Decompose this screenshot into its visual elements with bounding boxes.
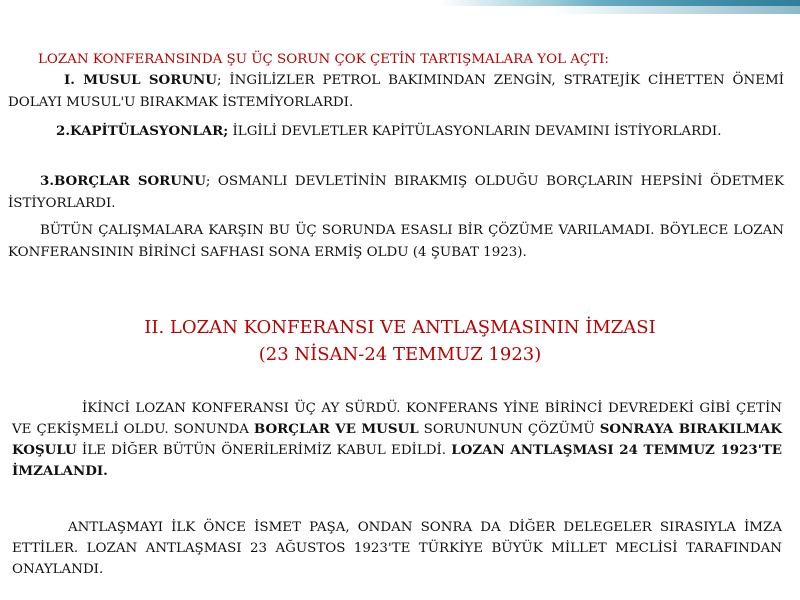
second-conference-paragraph — [12, 398, 782, 482]
problem-item-musul — [8, 70, 784, 113]
problem-item-capitulations — [8, 121, 784, 143]
ratification-text: ANTLAŞMAYI İLK ÖNCE İSMET PAŞA, ONDAN SONRA DA DİĞER DELEGELER SIRASIYLA İMZA ETTİLER. LOZAN ANTLAŞMASI 23 AĞUSTOS 1923'TE TÜRKİYE BÜYÜK MİLLET MECLİSİ TARAFINDAN ONAYLANDI. — [12, 520, 782, 577]
para2-text-1: İKİNCİ LOZAN KONFERANSI ÜÇ AY SÜRDÜ. KONFERANS YİNE BİRİNCİ DEVREDEKİ GİBİ ÇETİN VE ÇEKİŞMELİ OLDU. SONUNDA — [12, 401, 782, 437]
heading-text: LOZAN KONFERANSINDA ŞU ÜÇ SORUN ÇOK ÇETİN TARTIŞMALARA YOL AÇTI: — [38, 52, 609, 67]
para2-text-3: İLE DİĞER BÜTÜN ÖNERİLERİMİZ KABUL EDİLDİ. — [76, 443, 452, 458]
slide-heading — [8, 49, 792, 71]
summary-paragraph — [8, 220, 784, 263]
slide-top-accent — [550, 0, 800, 14]
section-title: II. LOZAN KONFERANSI VE ANTLAŞMASININ İMZASI — [144, 317, 656, 338]
section-date-range: (23 NİSAN-24 TEMMUZ 1923) — [258, 344, 542, 365]
problem-item-debts — [8, 171, 784, 214]
ratification-paragraph — [12, 517, 782, 580]
problem-label-musul: I. MUSUL SORUNU — [64, 72, 217, 88]
problem-text-musul: ; İNGİLİZLER PETROL BAKIMINDAN ZENGİN, STRATEJİK CİHETTEN ÖNEMİ DOLAYI MUSUL'U BIRAKMAK İSTEMİYORLARDI. — [8, 73, 784, 110]
problem-label-debts: 3.BORÇLAR SORUNU — [40, 173, 206, 189]
problem-text-capitulations: İLGİLİ DEVLETLER KAPİTÜLASYONLARIN DEVAMINI İSTİYORLARDI. — [228, 124, 722, 139]
para2-bold-1: BORÇLAR VE MUSUL — [253, 421, 419, 437]
para2-bold-3: LOZAN ANTLAŞMASI 24 TEMMUZ 1923'TE İMZALANDI. — [12, 442, 782, 479]
problem-label-capitulations: 2.KAPİTÜLASYONLAR; — [56, 123, 229, 139]
problem-text-debts: ; OSMANLI DEVLETİNİN BIRAKMIŞ OLDUĞU BORÇLARIN HEPSİNİ ÖDETMEK İSTİYORLARDI. — [8, 174, 784, 211]
para2-text-2: SORUNUNUN ÇÖZÜMÜ — [418, 422, 600, 437]
para2-bold-2: SONRAYA BIRAKILMAK KOŞULU — [12, 421, 782, 458]
summary-text: BÜTÜN ÇALIŞMALARA KARŞIN BU ÜÇ SORUNDA ESASLI BİR ÇÖZÜME VARILAMADI. BÖYLECE LOZAN KONFERANSININ BİRİNCİ SAFHASI SONA ERMİŞ OLDU (4 ŞUBAT 1923). — [8, 223, 784, 260]
